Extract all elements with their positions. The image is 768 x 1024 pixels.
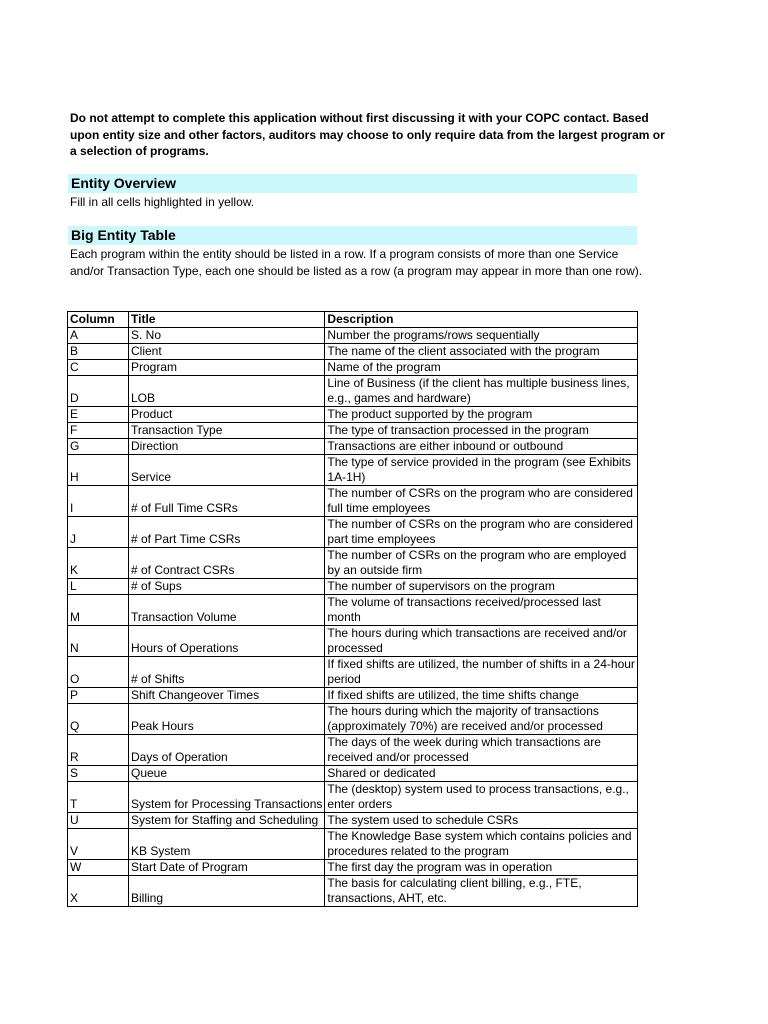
cell-title: KB System	[129, 829, 325, 860]
cell-title: Transaction Type	[129, 423, 325, 439]
entity-overview-heading: Entity Overview	[68, 174, 637, 193]
intro-instructions: Do not attempt to complete this application without first discussing it with your COPC contact. Based upon entity size and other factors, auditors may choose to only require data from the largest program or a selection of programs.	[70, 111, 665, 158]
big-entity-table-heading: Big Entity Table	[68, 226, 637, 245]
cell-column: F	[68, 423, 129, 439]
table-row	[68, 782, 638, 813]
cell-column: L	[68, 579, 129, 595]
table-row	[68, 688, 638, 704]
cell-title: Start Date of Program	[129, 860, 325, 876]
cell-description: Name of the program	[325, 360, 638, 376]
table-row	[68, 829, 638, 860]
header-column: Column	[68, 312, 129, 328]
cell-column: X	[68, 876, 129, 907]
cell-description: The number of CSRs on the program who are employed by an outside firm	[325, 548, 638, 579]
table-row	[68, 548, 638, 579]
cell-description: The name of the client associated with the program	[325, 344, 638, 360]
table-row	[68, 813, 638, 829]
cell-column: T	[68, 782, 129, 813]
column-definitions-table	[67, 311, 638, 907]
table-row	[68, 626, 638, 657]
cell-description: Number the programs/rows sequentially	[325, 328, 638, 344]
cell-title: Transaction Volume	[129, 595, 325, 626]
table-row	[68, 657, 638, 688]
table-row	[68, 704, 638, 735]
cell-title: # of Part Time CSRs	[129, 517, 325, 548]
cell-column: V	[68, 829, 129, 860]
cell-column: A	[68, 328, 129, 344]
cell-title: Peak Hours	[129, 704, 325, 735]
cell-column: W	[68, 860, 129, 876]
cell-column: Q	[68, 704, 129, 735]
big-entity-table-note: Each program within the entity should be listed in a row. If a program consists of more than one Service and/or Transaction Type, each one should be listed as a row (a program may appear in more than one row).	[70, 247, 643, 278]
cell-title: System for Staffing and Scheduling	[129, 813, 325, 829]
cell-description: The (desktop) system used to process transactions, e.g., enter orders	[325, 782, 638, 813]
cell-title: Product	[129, 407, 325, 423]
cell-description: The volume of transactions received/processed last month	[325, 595, 638, 626]
cell-column: S	[68, 766, 129, 782]
cell-title: # of Sups	[129, 579, 325, 595]
cell-description: The hours during which the majority of transactions (approximately 70%) are received and/or processed	[325, 704, 638, 735]
table-row	[68, 595, 638, 626]
cell-column: K	[68, 548, 129, 579]
table-row	[68, 860, 638, 876]
cell-description: The number of supervisors on the program	[325, 579, 638, 595]
cell-column: R	[68, 735, 129, 766]
cell-description: The basis for calculating client billing, e.g., FTE, transactions, AHT, etc.	[325, 876, 638, 907]
cell-column: U	[68, 813, 129, 829]
cell-title: # of Full Time CSRs	[129, 486, 325, 517]
entity-overview-note: Fill in all cells highlighted in yellow.	[70, 195, 255, 209]
cell-description: The product supported by the program	[325, 407, 638, 423]
table-row	[68, 455, 638, 486]
table-header-row	[68, 312, 638, 328]
table-row	[68, 423, 638, 439]
cell-column: N	[68, 626, 129, 657]
header-title: Title	[129, 312, 325, 328]
table-row	[68, 376, 638, 407]
cell-title: System for Processing Transactions	[129, 782, 325, 813]
cell-description: The system used to schedule CSRs	[325, 813, 638, 829]
cell-column: H	[68, 455, 129, 486]
table-row	[68, 360, 638, 376]
cell-description: The number of CSRs on the program who are considered part time employees	[325, 517, 638, 548]
cell-title: # of Contract CSRs	[129, 548, 325, 579]
table-row	[68, 328, 638, 344]
table-row	[68, 766, 638, 782]
table-row	[68, 407, 638, 423]
cell-column: O	[68, 657, 129, 688]
table-row	[68, 486, 638, 517]
cell-description: The type of transaction processed in the program	[325, 423, 638, 439]
cell-title: Direction	[129, 439, 325, 455]
cell-description: The first day the program was in operation	[325, 860, 638, 876]
table-row	[68, 876, 638, 907]
table-row	[68, 439, 638, 455]
cell-column: E	[68, 407, 129, 423]
cell-title: Client	[129, 344, 325, 360]
cell-title: Shift Changeover Times	[129, 688, 325, 704]
cell-description: If fixed shifts are utilized, the number of shifts in a 24-hour period	[325, 657, 638, 688]
cell-title: Service	[129, 455, 325, 486]
table-row	[68, 579, 638, 595]
cell-title: S. No	[129, 328, 325, 344]
cell-description: If fixed shifts are utilized, the time shifts change	[325, 688, 638, 704]
cell-title: Queue	[129, 766, 325, 782]
cell-description: Line of Business (if the client has multiple business lines, e.g., games and hardware)	[325, 376, 638, 407]
cell-description: The type of service provided in the program (see Exhibits 1A-1H)	[325, 455, 638, 486]
cell-title: LOB	[129, 376, 325, 407]
cell-description: The days of the week during which transactions are received and/or processed	[325, 735, 638, 766]
cell-title: Billing	[129, 876, 325, 907]
cell-column: P	[68, 688, 129, 704]
cell-column: J	[68, 517, 129, 548]
cell-description: Shared or dedicated	[325, 766, 638, 782]
cell-column: M	[68, 595, 129, 626]
cell-column: D	[68, 376, 129, 407]
cell-description: The hours during which transactions are received and/or processed	[325, 626, 638, 657]
cell-column: C	[68, 360, 129, 376]
table-row	[68, 344, 638, 360]
cell-title: Hours of Operations	[129, 626, 325, 657]
cell-column: G	[68, 439, 129, 455]
table-row	[68, 735, 638, 766]
cell-title: Program	[129, 360, 325, 376]
cell-column: B	[68, 344, 129, 360]
cell-title: # of Shifts	[129, 657, 325, 688]
cell-column: I	[68, 486, 129, 517]
cell-description: The Knowledge Base system which contains policies and procedures related to the program	[325, 829, 638, 860]
cell-description: The number of CSRs on the program who are considered full time employees	[325, 486, 638, 517]
cell-description: Transactions are either inbound or outbound	[325, 439, 638, 455]
cell-title: Days of Operation	[129, 735, 325, 766]
table-row	[68, 517, 638, 548]
header-description: Description	[325, 312, 638, 328]
